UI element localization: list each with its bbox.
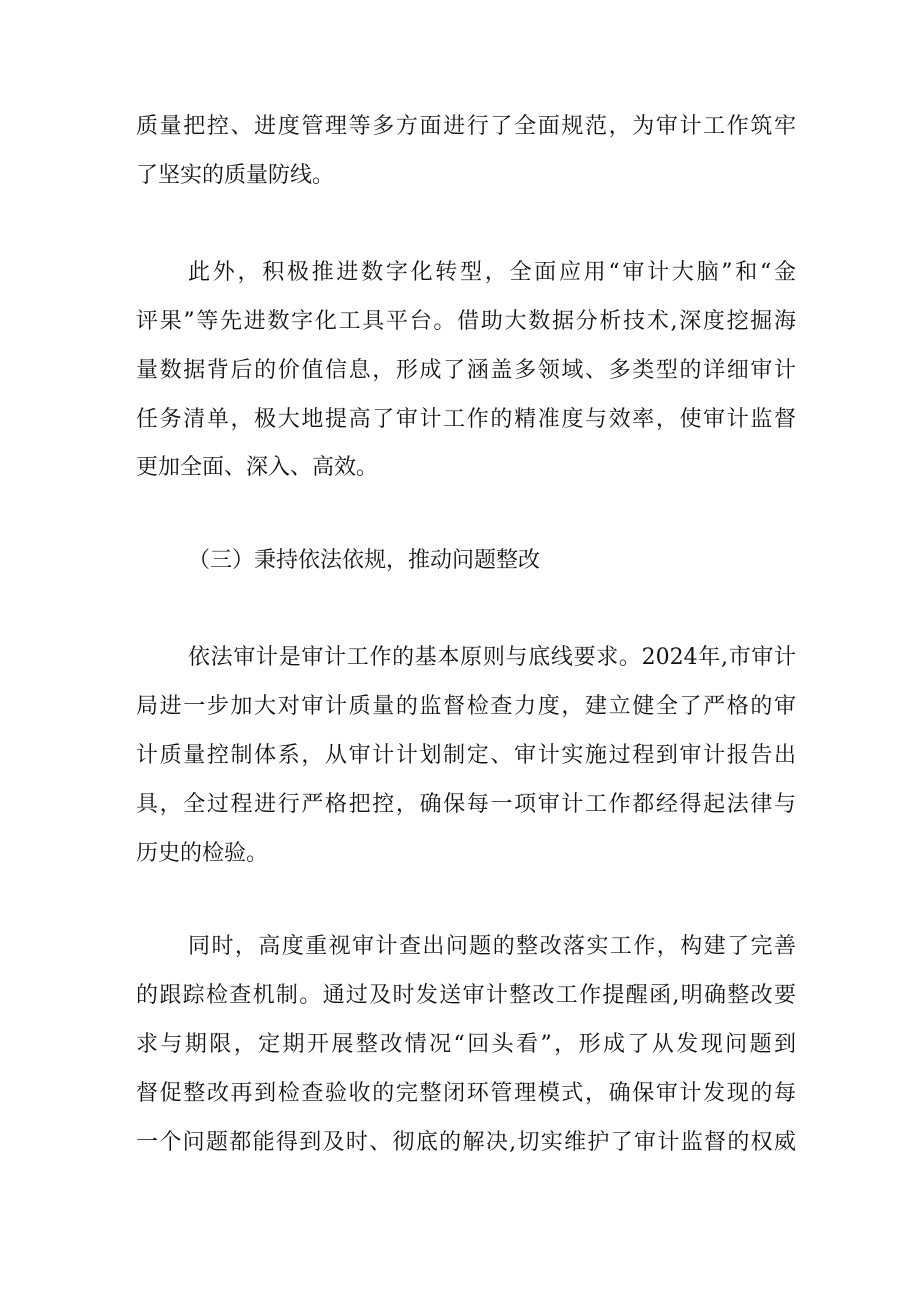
paragraph-4-line-5: 一个问题都能得到及时、彻底的解决,切实维护了审计监督的权威 xyxy=(136,1130,796,1155)
paragraph-3-line-3: 计质量控制体系，从审计计划制定、审计实施过程到审计报告出 xyxy=(136,743,796,768)
paragraph-4-line-3: 求与期限，定期开展整改情况“回头看”，形成了从发现问题到 xyxy=(136,1032,796,1057)
paragraph-4-line-4: 督促整改再到检查验收的完整闭环管理模式，确保审计发现的每 xyxy=(136,1081,796,1106)
paragraph-4-line-2: 的跟踪检查机制。通过及时发送审计整改工作提醒函,明确整改要 xyxy=(136,983,796,1008)
paragraph-3-line-4: 具，全过程进行严格把控，确保每一项审计工作都经得起法律与 xyxy=(136,792,796,817)
section-heading: （三）秉持依法依规，推动问题整改 xyxy=(188,548,541,573)
paragraph-1-line-2: 了坚实的质量防线。 xyxy=(136,163,335,188)
paragraph-1-line-1: 质量把控、进度管理等多方面进行了全面规范，为审计工作筑牢 xyxy=(136,114,796,139)
paragraph-3-line-5: 历史的检验。 xyxy=(136,841,269,866)
paragraph-4-line-1: 同时，高度重视审计查出问题的整改落实工作，构建了完善 xyxy=(188,934,796,959)
paragraph-2-line-5: 更加全面、深入、高效。 xyxy=(136,455,379,480)
paragraph-2-line-1: 此外，积极推进数字化转型，全面应用“审计大脑”和“金 xyxy=(188,260,796,285)
paragraph-3-line-2: 局进一步加大对审计质量的监督检查力度，建立健全了严格的审 xyxy=(136,694,796,719)
paragraph-2-line-2: 评果”等先进数字化工具平台。借助大数据分析技术,深度挖掘海 xyxy=(136,309,796,334)
paragraph-2-line-3: 量数据背后的价值信息，形成了涵盖多领域、多类型的详细审计 xyxy=(136,358,796,383)
paragraph-3-line-1: 依法审计是审计工作的基本原则与底线要求。2024年,市审计 xyxy=(188,645,796,670)
paragraph-2-line-4: 任务清单，极大地提高了审计工作的精准度与效率，使审计监督 xyxy=(136,407,796,432)
